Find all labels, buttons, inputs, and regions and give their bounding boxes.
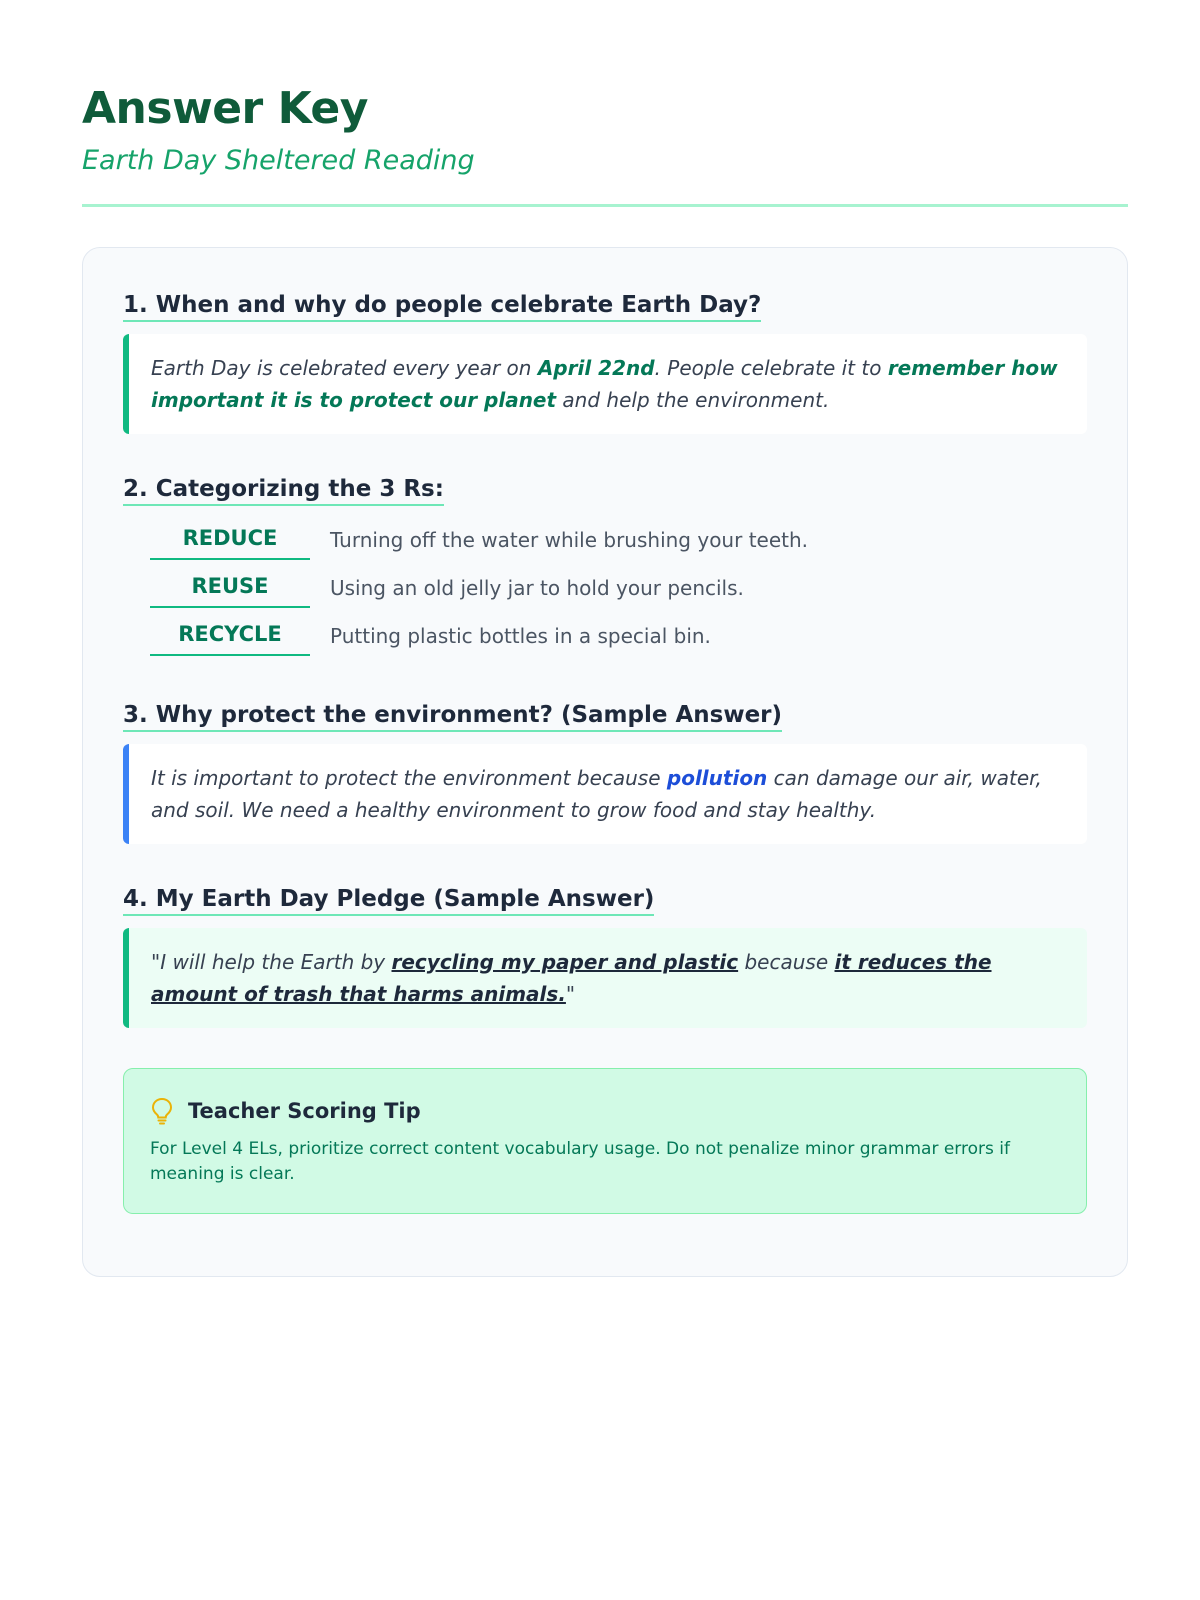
page-header xyxy=(82,0,1118,207)
page-title: Answer Key xyxy=(82,83,368,134)
question-3-title: 3. Why protect the environment? (Sample Answer) xyxy=(123,700,782,732)
page-subtitle: Earth Day Sheltered Reading xyxy=(82,145,475,176)
answer-text: " xyxy=(565,982,576,1006)
answer-text: can damage our air, water, and soil. We need a healthy environment to grow food and stay healthy. xyxy=(151,766,1042,822)
question-3-answer xyxy=(123,744,1087,844)
teacher-tip-box xyxy=(123,1068,1087,1214)
tip-title: Teacher Scoring Tip xyxy=(188,1099,421,1123)
answer-text: . People celebrate it to xyxy=(654,356,888,380)
rs-term: RECYCLE xyxy=(150,616,310,656)
tip-header xyxy=(150,1097,1060,1125)
pledge-action: recycling my paper and plastic xyxy=(391,950,739,974)
lightbulb-icon xyxy=(150,1097,174,1125)
question-2 xyxy=(123,474,1087,660)
answer-text: It is important to protect the environment because xyxy=(151,766,667,790)
list-item xyxy=(150,564,1087,612)
pledge-reason: it reduces the amount of trash that harms animals. xyxy=(151,950,992,1006)
rs-description: Using an old jelly jar to hold your pencils. xyxy=(330,576,744,600)
question-2-title: 2. Categorizing the 3 Rs: xyxy=(123,474,444,506)
header-divider xyxy=(82,204,1128,207)
answer-text: "I will help the Earth by xyxy=(151,950,392,974)
answer-keyword: pollution xyxy=(666,766,768,790)
answer-reason: remember how important it is to protect our planet xyxy=(151,356,1058,412)
rs-description: Turning off the water while brushing your teeth. xyxy=(330,528,809,552)
rs-term: REDUCE xyxy=(150,520,310,560)
question-4-answer xyxy=(123,928,1087,1028)
three-rs-list xyxy=(123,516,1087,660)
question-1-answer xyxy=(123,334,1087,434)
rs-description: Putting plastic bottles in a special bin. xyxy=(330,624,711,648)
answer-text: and help the environment. xyxy=(556,388,830,412)
rs-term: REUSE xyxy=(150,568,310,608)
question-4-title: 4. My Earth Day Pledge (Sample Answer) xyxy=(123,884,654,916)
list-item xyxy=(150,612,1087,660)
question-4 xyxy=(123,884,1087,1028)
answer-text: Earth Day is celebrated every year on xyxy=(151,356,538,380)
answer-text: because xyxy=(738,950,835,974)
answer-card xyxy=(82,247,1128,1277)
question-1 xyxy=(123,290,1087,434)
question-3 xyxy=(123,700,1087,844)
list-item xyxy=(150,516,1087,564)
answer-date: April 22nd xyxy=(537,356,655,380)
question-1-title: 1. When and why do people celebrate Earth Day? xyxy=(123,290,761,322)
tip-body: For Level 4 ELs, prioritize correct content vocabulary usage. Do not penalize minor grammar errors if meaning is clear. xyxy=(150,1139,1010,1184)
